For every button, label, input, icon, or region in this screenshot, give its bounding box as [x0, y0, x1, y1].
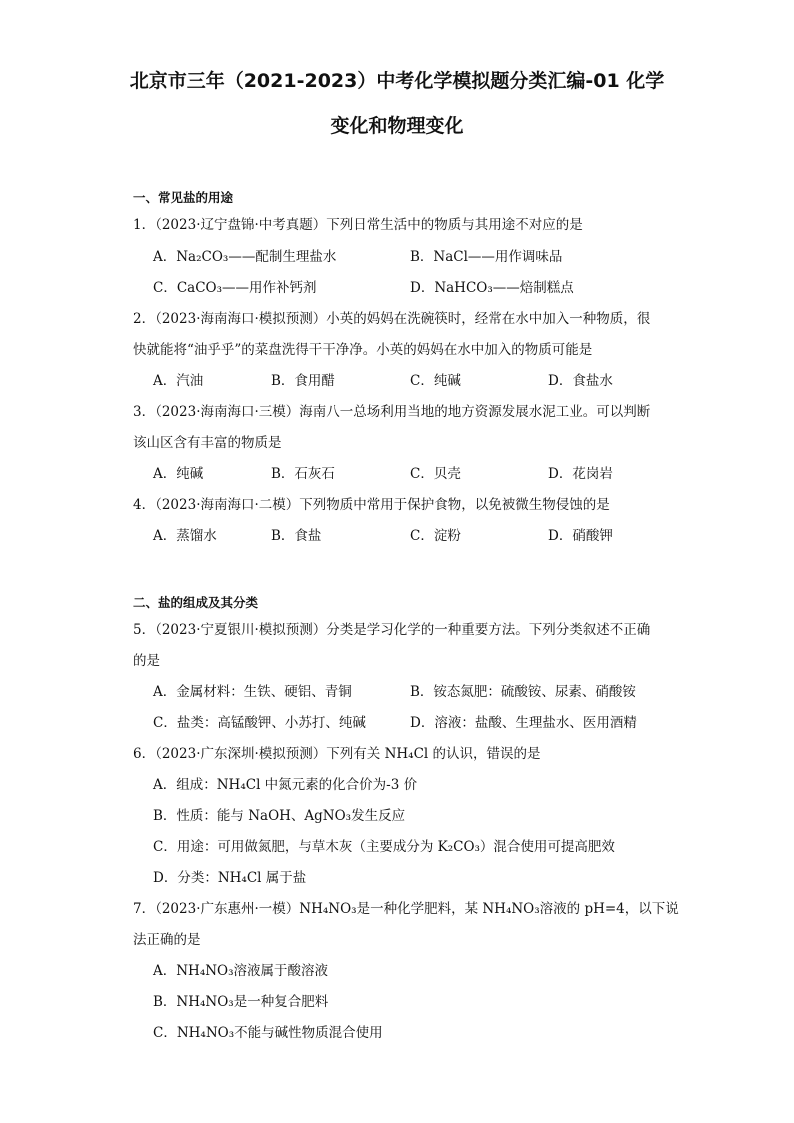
section-heading-salt-uses: 一、常见盐的用途 — [133, 190, 234, 205]
question-2-stem-line-2: 快就能将“油乎乎”的菜盘洗得干干净净。小英的妈妈在水中加入的物质可能是 — [133, 342, 593, 358]
document-title-line-2: 变化和物理变化 — [330, 115, 464, 137]
question-2-option-c: C．纯碱 — [410, 373, 461, 389]
question-5-option-a: A．金属材料：生铁、硬铝、青铜 — [153, 684, 352, 700]
question-4-option-c: C．淀粉 — [410, 528, 461, 544]
question-7-option-a: A．NH₄NO₃溶液属于酸溶液 — [153, 963, 329, 979]
question-1-option-c: C．CaCO₃——用作补钙剂 — [153, 280, 317, 296]
question-2-option-d: D．食盐水 — [548, 373, 613, 389]
question-2-stem-line-1: 2．（2023·海南海口·模拟预测）小英的妈妈在洗碗筷时，经常在水中加入一种物质，很 — [133, 311, 651, 327]
question-6-option-b: B．性质：能与 NaOH、AgNO₃发生反应 — [153, 808, 406, 824]
question-6-option-c: C．用途：可用做氮肥，与草木灰（主要成分为 K₂CO₃）混合使用可提高肥效 — [153, 839, 615, 855]
question-5-stem-line-2: 的是 — [133, 653, 160, 669]
question-5-stem-line-1: 5．（2023·宁夏银川·模拟预测）分类是学习化学的一种重要方法。下列分类叙述不正确 — [133, 622, 651, 638]
question-4-stem: 4．（2023·海南海口·二模）下列物质中常用于保护食物，以免被微生物侵蚀的是 — [133, 497, 610, 513]
question-2-option-a: A．汽油 — [153, 373, 204, 389]
question-6-stem: 6．（2023·广东深圳·模拟预测）下列有关 NH₄Cl 的认识，错误的是 — [133, 746, 541, 762]
question-1-stem: 1．（2023·辽宁盘锦·中考真题）下列日常生活中的物质与其用途不对应的是 — [133, 217, 583, 233]
question-7-option-c: C．NH₄NO₃不能与碱性物质混合使用 — [153, 1025, 383, 1041]
question-6-option-d: D．分类：NH₄Cl 属于盐 — [153, 870, 307, 886]
question-3-option-b: B．石灰石 — [271, 466, 335, 482]
question-3-option-d: D．花岗岩 — [548, 466, 613, 482]
question-1-option-a: A．Na₂CO₃——配制生理盐水 — [153, 249, 337, 265]
question-2-option-b: B．食用醋 — [271, 373, 335, 389]
question-4-option-d: D．硝酸钾 — [548, 528, 613, 544]
document-title-line-1: 北京市三年（2021-2023）中考化学模拟题分类汇编-01 化学 — [129, 70, 665, 92]
question-5-option-d: D．溶液：盐酸、生理盐水、医用酒精 — [410, 715, 637, 731]
question-5-option-c: C．盐类：高锰酸钾、小苏打、纯碱 — [153, 715, 366, 731]
question-3-option-c: C．贝壳 — [410, 466, 461, 482]
question-7-stem-line-2: 法正确的是 — [133, 932, 201, 948]
question-6-option-a: A．组成：NH₄Cl 中氮元素的化合价为-3 价 — [153, 777, 418, 793]
question-5-option-b: B．铵态氮肥：硫酸铵、尿素、硝酸铵 — [410, 684, 636, 700]
question-1-option-b: B．NaCl——用作调味品 — [410, 249, 563, 265]
section-heading-salt-classification: 二、盐的组成及其分类 — [133, 595, 259, 610]
question-4-option-a: A．蒸馏水 — [153, 528, 217, 544]
question-3-option-a: A．纯碱 — [153, 466, 204, 482]
question-3-stem-line-1: 3．（2023·海南海口·三模）海南八一总场利用当地的地方资源发展水泥工业。可以判断 — [133, 404, 651, 420]
question-4-option-b: B．食盐 — [271, 528, 322, 544]
question-3-stem-line-2: 该山区含有丰富的物质是 — [133, 435, 282, 451]
question-7-stem-line-1: 7．（2023·广东惠州·一模）NH₄NO₃是一种化学肥料，某 NH₄NO₃溶液的 pH=4，以下说 — [133, 901, 679, 917]
question-1-option-d: D．NaHCO₃——焙制糕点 — [410, 280, 574, 296]
question-7-option-b: B．NH₄NO₃是一种复合肥料 — [153, 994, 329, 1010]
